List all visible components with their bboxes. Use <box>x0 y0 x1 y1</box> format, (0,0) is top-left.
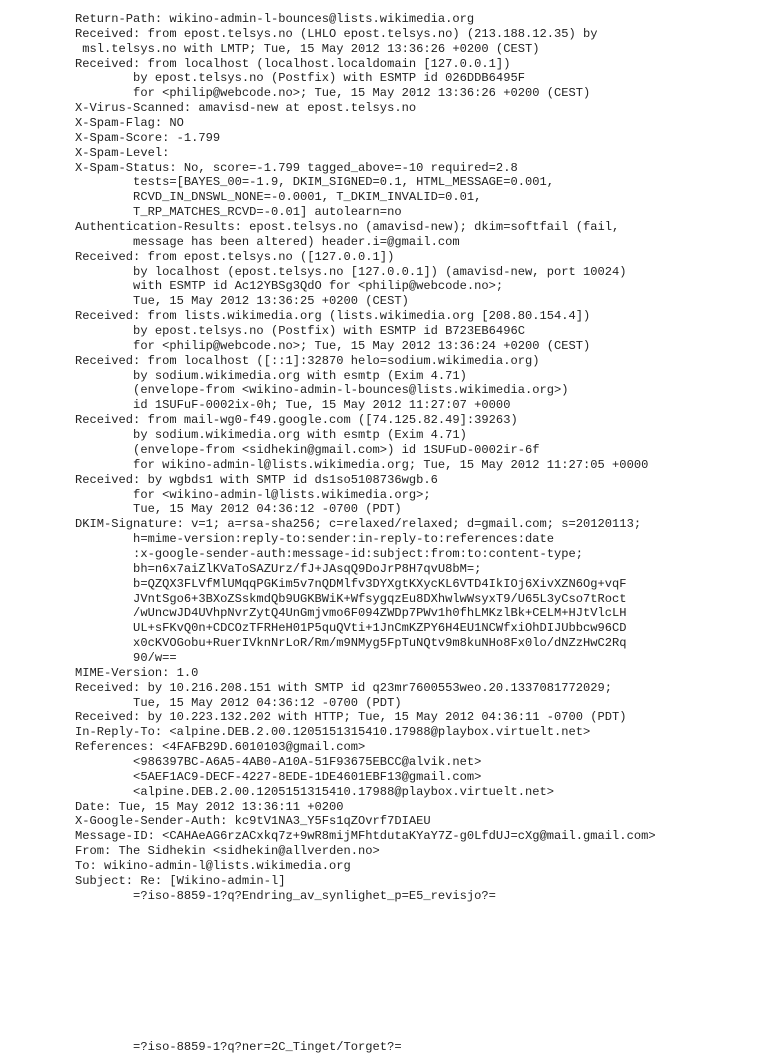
header-line: Received: by wgbds1 with SMTP id ds1so5108736wgb.6 <box>75 472 438 487</box>
header-line: Message-ID: <CAHAeAG6rzACxkq7z+9wR8mijMFhtdutaKYaY7Z-g0LfdUJ=cXg@mail.gmail.com> <box>75 829 656 844</box>
header-line: h=mime-version:reply-to:sender:in-reply-to:references:date <box>75 532 554 547</box>
header-line: for wikino-admin-l@lists.wikimedia.org; Tue, 15 May 2012 11:27:05 +0000 <box>75 457 649 472</box>
header-line: Received: from lists.wikimedia.org (lists.wikimedia.org [208.80.154.4]) <box>75 309 591 324</box>
header-line: tests=[BAYES_00=-1.9, DKIM_SIGNED=0.1, HTML_MESSAGE=0.001, <box>75 175 554 190</box>
header-line: for <philip@webcode.no>; Tue, 15 May 2012 13:36:24 +0200 (CEST) <box>75 338 591 353</box>
header-line: (envelope-from <wikino-admin-l-bounces@lists.wikimedia.org>) <box>75 383 569 398</box>
header-line: References: <4FAFB29D.6010103@gmail.com> <box>75 740 366 755</box>
header-line: MIME-Version: 1.0 <box>75 665 199 680</box>
header-line: JVntSgo6+3BXoZSskmdQb9UGKBWiK+WfsygqzEu8DXhwlwWsyxT9/U65L3yCso7tRoct <box>75 591 627 606</box>
header-line: by sodium.wikimedia.org with esmtp (Exim 4.71) <box>75 368 467 383</box>
header-line: Tue, 15 May 2012 13:36:25 +0200 (CEST) <box>75 294 409 309</box>
header-line: 90/w== <box>75 650 177 665</box>
header-line: with ESMTP id Ac12YBSg3QdO for <philip@webcode.no>; <box>75 279 504 294</box>
header-line: X-Virus-Scanned: amavisd-new at epost.telsys.no <box>75 101 417 116</box>
header-line: Subject: Re: [Wikino-admin-l] <box>75 873 286 888</box>
header-line: X-Spam-Status: No, score=-1.799 tagged_above=-10 required=2.8 <box>75 160 518 175</box>
header-line: T_RP_MATCHES_RCVD=-0.01] autolearn=no <box>75 205 402 220</box>
header-line: for <philip@webcode.no>; Tue, 15 May 2012 13:36:26 +0200 (CEST) <box>75 86 591 101</box>
header-line: Authentication-Results: epost.telsys.no (amavisd-new); dkim=softfail (fail, <box>75 220 620 235</box>
header-line: Received: from epost.telsys.no (LHLO epost.telsys.no) (213.188.12.35) by <box>75 26 598 41</box>
header-line: Return-Path: wikino-admin-l-bounces@lists.wikimedia.org <box>75 12 475 26</box>
header-line: <986397BC-A6A5-4AB0-A10A-51F93675EBCC@alvik.net> <box>75 754 482 769</box>
header-line: /wUncwJD4UVhpNvrZytQ4UnGmjvmo6F094ZWDp7PWv1h0fhLMKzlBk+CELM+HJtVlcLH <box>75 606 627 621</box>
header-line: To: wikino-admin-l@lists.wikimedia.org <box>75 858 351 873</box>
header-line: Date: Tue, 15 May 2012 13:36:11 +0200 <box>75 799 344 814</box>
header-line: :x-google-sender-auth:message-id:subject:from:to:content-type; <box>75 546 584 561</box>
header-line: msl.telsys.no with LMTP; Tue, 15 May 2012 13:36:26 +0200 (CEST) <box>75 41 540 56</box>
header-line: Received: from localhost (localhost.localdomain [127.0.0.1]) <box>75 56 511 71</box>
header-line: Received: by 10.223.132.202 with HTTP; Tue, 15 May 2012 04:36:11 -0700 (PDT) <box>75 710 627 725</box>
header-line: by epost.telsys.no (Postfix) with ESMTP id 026DDB6495F <box>75 71 525 86</box>
header-line: by localhost (epost.telsys.no [127.0.0.1]) (amavisd-new, port 10024) <box>75 264 627 279</box>
header-line: DKIM-Signature: v=1; a=rsa-sha256; c=relaxed/relaxed; d=gmail.com; s=20120113; <box>75 517 642 532</box>
header-line: id 1SUFuF-0002ix-0h; Tue, 15 May 2012 11:27:07 +0000 <box>75 398 511 413</box>
header-line: <alpine.DEB.2.00.1205151315410.17988@playbox.virtuelt.net> <box>75 784 554 799</box>
header-line: by sodium.wikimedia.org with esmtp (Exim 4.71) <box>75 428 467 443</box>
subject-continuation-line: =?iso-8859-1?q?ner=2C_Tinget/Torget?= <box>75 1039 402 1054</box>
header-line: UL+sFKvQ0n+CDCOzTFRHeH01P5quQVti+1JnCmKZPY6H4EU1NCWfxiOhDIJUbbcw96CD <box>75 621 627 636</box>
header-line: X-Spam-Level: <box>75 145 170 160</box>
blank-gap <box>75 904 765 1040</box>
header-line: Received: by 10.216.208.151 with SMTP id q23mr7600553weo.20.1337081772029; <box>75 680 613 695</box>
header-line: =?iso-8859-1?q?Endring_av_synlighet_p=E5_revisjo?= <box>75 888 496 903</box>
header-line: In-Reply-To: <alpine.DEB.2.00.1205151315410.17988@playbox.virtuelt.net> <box>75 725 591 740</box>
header-line: Received: from localhost ([::1]:32870 helo=sodium.wikimedia.org) <box>75 353 540 368</box>
header-line: X-Google-Sender-Auth: kc9tV1NA3_Y5Fs1qZOvrf7DIAEU <box>75 814 431 829</box>
header-line: message has been altered) header.i=@gmail.com <box>75 234 460 249</box>
header-line: RCVD_IN_DNSWL_NONE=-0.0001, T_DKIM_INVALID=0.01, <box>75 190 482 205</box>
header-line: X-Spam-Flag: NO <box>75 116 184 131</box>
header-line: From: The Sidhekin <sidhekin@allverden.no> <box>75 844 380 859</box>
header-line: Tue, 15 May 2012 04:36:12 -0700 (PDT) <box>75 695 402 710</box>
header-line: X-Spam-Score: -1.799 <box>75 130 221 145</box>
header-line: (envelope-from <sidhekin@gmail.com>) id 1SUFuD-0002ir-6f <box>75 442 540 457</box>
header-line: <5AEF1AC9-DECF-4227-8EDE-1DE4601EBF13@gmail.com> <box>75 769 482 784</box>
header-line: for <wikino-admin-l@lists.wikimedia.org>; <box>75 487 431 502</box>
header-line: Tue, 15 May 2012 04:36:12 -0700 (PDT) <box>75 502 402 517</box>
header-line: x0cKVOGobu+RuerIVknNrLoR/Rm/m9NMyg5FpTuNQtv9m8kuNHo8Fx0lo/dNZzHwC2Rq <box>75 636 627 651</box>
header-line: Received: from mail-wg0-f49.google.com ([74.125.82.49]:39263) <box>75 413 518 428</box>
header-line: bh=n6x7aiZlKVaToSAZUrz/fJ+JAsqQ9DoJrP8H7qvU8bM=; <box>75 561 482 576</box>
header-line: Received: from epost.telsys.no ([127.0.0.1]) <box>75 249 395 264</box>
header-line: by epost.telsys.no (Postfix) with ESMTP id B723EB6496C <box>75 324 525 339</box>
email-headers-document <box>75 12 765 1054</box>
header-line: b=QZQX3FLVfMlUMqqPGKim5v7nQDMlfv3DYXgtKXycKL6VTD4IkIOj6XivXZN6Og+vqF <box>75 576 627 591</box>
